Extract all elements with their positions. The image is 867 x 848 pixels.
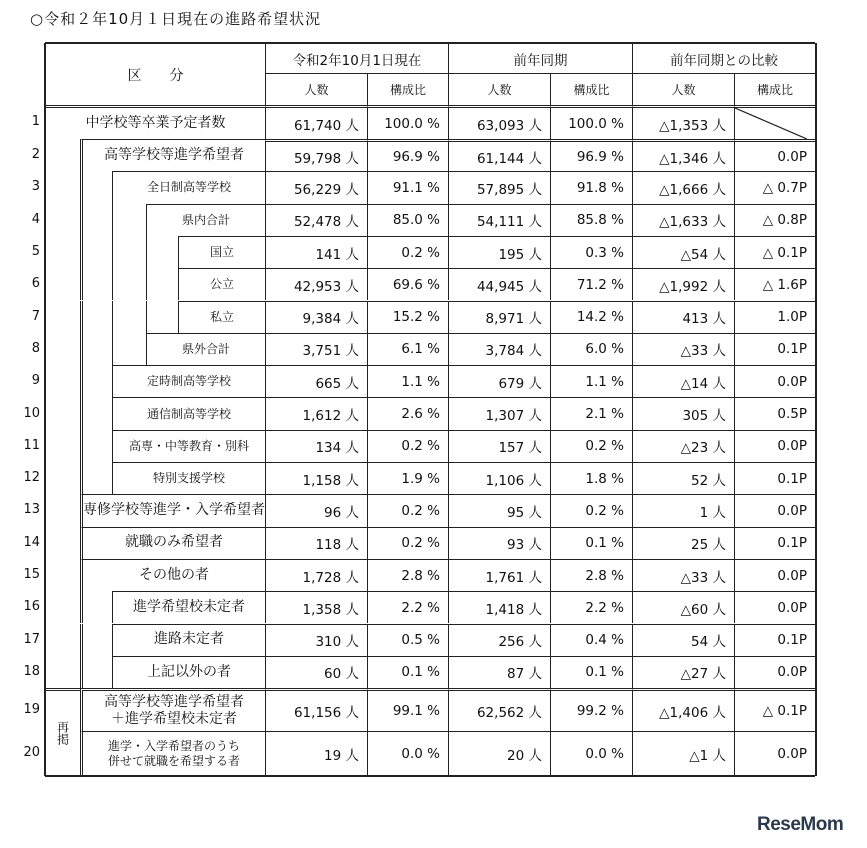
row-label: 進学・入学希望者のうち 併せて就職を希望する者 bbox=[80, 731, 265, 775]
ratio-cell: 1.9 % bbox=[367, 462, 448, 494]
row-label: その他の者 bbox=[80, 559, 265, 591]
diff-count-cell: 413 人 bbox=[632, 301, 734, 333]
count-cell: 52,478 人 bbox=[265, 204, 367, 236]
prev-ratio-cell: 14.2 % bbox=[550, 301, 632, 333]
header-count: 人数 bbox=[632, 73, 734, 105]
ratio-cell: 85.0 % bbox=[367, 204, 448, 236]
count-cell: 1,728 人 bbox=[265, 559, 367, 591]
ratio-cell: 96.9 % bbox=[367, 139, 448, 171]
row-number: 8 bbox=[31, 340, 40, 356]
row-label: 定時制高等学校 bbox=[112, 365, 265, 397]
diff-ratio-cell: △ 0.1P bbox=[734, 236, 815, 268]
prev-ratio-cell: 0.3 % bbox=[550, 236, 632, 268]
row-number: 10 bbox=[23, 405, 40, 421]
row-label: 進路未定者 bbox=[112, 624, 265, 656]
row-number: 1 bbox=[31, 114, 40, 129]
row-number: 13 bbox=[23, 502, 40, 518]
count-cell: 96 人 bbox=[265, 494, 367, 526]
row-number: 7 bbox=[31, 308, 40, 324]
table-bottom-border bbox=[45, 775, 815, 777]
diff-count-cell: △33 人 bbox=[632, 559, 734, 591]
hierarchy-line bbox=[80, 656, 83, 688]
ratio-cell: 100.0 % bbox=[367, 105, 448, 139]
count-cell: 1,158 人 bbox=[265, 462, 367, 494]
hierarchy-line bbox=[80, 171, 83, 203]
hierarchy-line bbox=[80, 397, 83, 429]
header-category: 区 分 bbox=[45, 43, 265, 105]
row-label: 高等学校等進学希望者 bbox=[80, 139, 265, 171]
ratio-cell: 0.2 % bbox=[367, 430, 448, 462]
diff-count-cell: 25 人 bbox=[632, 527, 734, 559]
count-cell: 61,740 人 bbox=[265, 105, 367, 139]
prev-count-cell: 63,093 人 bbox=[448, 105, 550, 139]
prev-count-cell: 1,761 人 bbox=[448, 559, 550, 591]
diff-count-cell: 1 人 bbox=[632, 494, 734, 526]
prev-ratio-cell: 100.0 % bbox=[550, 105, 632, 139]
diagonal-slash-cell bbox=[734, 105, 815, 139]
hierarchy-line bbox=[146, 301, 147, 333]
prev-count-cell: 1,307 人 bbox=[448, 397, 550, 429]
diff-count-cell: △27 人 bbox=[632, 656, 734, 688]
ratio-cell: 6.1 % bbox=[367, 333, 448, 365]
prev-ratio-cell: 0.1 % bbox=[550, 656, 632, 688]
row-label: 私立 bbox=[178, 301, 265, 333]
ratio-cell: 0.0 % bbox=[367, 731, 448, 775]
hierarchy-line bbox=[80, 365, 83, 397]
prev-ratio-cell: 96.9 % bbox=[550, 139, 632, 171]
ratio-cell: 0.2 % bbox=[367, 527, 448, 559]
row-number: 16 bbox=[23, 599, 40, 615]
count-cell: 3,751 人 bbox=[265, 333, 367, 365]
row-label: 県内合計 bbox=[146, 204, 265, 236]
header-current: 令和2年10月1日現在 bbox=[265, 43, 448, 73]
resemom-logo: ReseMom bbox=[757, 814, 844, 835]
row-number: 3 bbox=[31, 179, 40, 195]
hierarchy-line bbox=[80, 268, 83, 300]
diff-ratio-cell: 0.0P bbox=[734, 559, 815, 591]
ratio-cell: 2.8 % bbox=[367, 559, 448, 591]
count-cell: 9,384 人 bbox=[265, 301, 367, 333]
hierarchy-line bbox=[80, 624, 83, 656]
table-top-border bbox=[45, 42, 815, 44]
ratio-cell: 15.2 % bbox=[367, 301, 448, 333]
row-label: 公立 bbox=[178, 268, 265, 300]
prev-ratio-cell: 99.2 % bbox=[550, 688, 632, 731]
prev-ratio-cell: 0.0 % bbox=[550, 731, 632, 775]
count-cell: 61,156 人 bbox=[265, 688, 367, 731]
hierarchy-line bbox=[80, 333, 83, 365]
prev-count-cell: 95 人 bbox=[448, 494, 550, 526]
ratio-cell: 0.2 % bbox=[367, 494, 448, 526]
diff-ratio-cell: △ 1.6P bbox=[734, 268, 815, 300]
diff-count-cell: △1,633 人 bbox=[632, 204, 734, 236]
diff-ratio-cell: 0.1P bbox=[734, 624, 815, 656]
prev-count-cell: 54,111 人 bbox=[448, 204, 550, 236]
row-number: 14 bbox=[23, 534, 40, 550]
reprint-label: 再掲 bbox=[45, 688, 80, 775]
diff-ratio-cell: 0.0P bbox=[734, 365, 815, 397]
row-label: 上記以外の者 bbox=[112, 656, 265, 688]
prev-ratio-cell: 91.8 % bbox=[550, 171, 632, 203]
diff-count-cell: △33 人 bbox=[632, 333, 734, 365]
count-cell: 59,798 人 bbox=[265, 139, 367, 171]
diff-count-cell: △14 人 bbox=[632, 365, 734, 397]
diff-ratio-cell: 0.1P bbox=[734, 462, 815, 494]
prev-count-cell: 1,418 人 bbox=[448, 591, 550, 623]
header-count: 人数 bbox=[265, 73, 367, 105]
row-label: 進学希望校未定者 bbox=[112, 591, 265, 623]
ratio-cell: 1.1 % bbox=[367, 365, 448, 397]
prev-ratio-cell: 0.2 % bbox=[550, 494, 632, 526]
row-number: 2 bbox=[31, 147, 40, 163]
ratio-cell: 0.2 % bbox=[367, 236, 448, 268]
header-comparison: 前年同期との比較 bbox=[632, 43, 815, 73]
row-label: 高等学校等進学希望者 ＋進学希望校未定者 bbox=[80, 688, 265, 731]
hierarchy-line bbox=[146, 236, 147, 268]
diff-ratio-cell: 0.0P bbox=[734, 139, 815, 171]
prev-count-cell: 256 人 bbox=[448, 624, 550, 656]
diff-count-cell: △1,406 人 bbox=[632, 688, 734, 731]
hierarchy-line bbox=[112, 268, 113, 300]
table-right-border bbox=[815, 43, 817, 776]
count-cell: 118 人 bbox=[265, 527, 367, 559]
header-count: 人数 bbox=[448, 73, 550, 105]
prev-ratio-cell: 0.1 % bbox=[550, 527, 632, 559]
hierarchy-line bbox=[80, 462, 83, 494]
prev-count-cell: 3,784 人 bbox=[448, 333, 550, 365]
diff-count-cell: △54 人 bbox=[632, 236, 734, 268]
count-cell: 310 人 bbox=[265, 624, 367, 656]
diff-count-cell: △1,346 人 bbox=[632, 139, 734, 171]
prev-count-cell: 195 人 bbox=[448, 236, 550, 268]
ratio-cell: 91.1 % bbox=[367, 171, 448, 203]
hierarchy-line bbox=[80, 430, 83, 462]
hierarchy-line bbox=[112, 236, 113, 268]
prev-count-cell: 93 人 bbox=[448, 527, 550, 559]
row-number: 15 bbox=[23, 567, 40, 583]
diff-ratio-cell: 0.0P bbox=[734, 656, 815, 688]
diff-ratio-cell: 0.5P bbox=[734, 397, 815, 429]
prev-ratio-cell: 6.0 % bbox=[550, 333, 632, 365]
ratio-cell: 2.6 % bbox=[367, 397, 448, 429]
prev-ratio-cell: 2.2 % bbox=[550, 591, 632, 623]
diff-count-cell: △1,666 人 bbox=[632, 171, 734, 203]
count-cell: 19 人 bbox=[265, 731, 367, 775]
prev-count-cell: 44,945 人 bbox=[448, 268, 550, 300]
row-label: 県外合計 bbox=[146, 333, 265, 365]
ratio-cell: 99.1 % bbox=[367, 688, 448, 731]
row-number: 20 bbox=[23, 745, 40, 760]
diff-ratio-cell: △ 0.7P bbox=[734, 171, 815, 203]
row-number: 17 bbox=[23, 631, 40, 647]
count-cell: 1,358 人 bbox=[265, 591, 367, 623]
hierarchy-line bbox=[80, 204, 83, 236]
ratio-cell: 69.6 % bbox=[367, 268, 448, 300]
prev-count-cell: 20 人 bbox=[448, 731, 550, 775]
prev-ratio-cell: 1.1 % bbox=[550, 365, 632, 397]
prev-count-cell: 87 人 bbox=[448, 656, 550, 688]
diff-ratio-cell: 0.0P bbox=[734, 591, 815, 623]
hierarchy-line bbox=[146, 268, 147, 300]
row-number: 12 bbox=[23, 470, 40, 486]
hierarchy-line bbox=[112, 333, 113, 365]
header-ratio: 構成比 bbox=[734, 73, 815, 105]
count-cell: 134 人 bbox=[265, 430, 367, 462]
count-cell: 60 人 bbox=[265, 656, 367, 688]
row-label: 高専・中等教育・別科 bbox=[112, 430, 265, 462]
row-number: 6 bbox=[31, 276, 40, 292]
count-cell: 42,953 人 bbox=[265, 268, 367, 300]
diff-ratio-cell: 0.0P bbox=[734, 430, 815, 462]
row-number: 18 bbox=[23, 663, 40, 679]
row-number: 5 bbox=[31, 244, 40, 260]
page-title: ○令和２年10月１日現在の進路希望状況 bbox=[30, 10, 322, 28]
prev-count-cell: 57,895 人 bbox=[448, 171, 550, 203]
prev-ratio-cell: 2.1 % bbox=[550, 397, 632, 429]
hierarchy-line bbox=[80, 591, 83, 623]
diff-ratio-cell: 1.0P bbox=[734, 301, 815, 333]
prev-count-cell: 1,106 人 bbox=[448, 462, 550, 494]
prev-ratio-cell: 2.8 % bbox=[550, 559, 632, 591]
diff-ratio-cell: 0.1P bbox=[734, 527, 815, 559]
diff-count-cell: △1 人 bbox=[632, 731, 734, 775]
hierarchy-line bbox=[112, 204, 113, 236]
diagonal-line-icon bbox=[735, 108, 807, 139]
diff-count-cell: △1,353 人 bbox=[632, 105, 734, 139]
count-cell: 141 人 bbox=[265, 236, 367, 268]
prev-count-cell: 61,144 人 bbox=[448, 139, 550, 171]
prev-ratio-cell: 0.2 % bbox=[550, 430, 632, 462]
row-number: 11 bbox=[23, 437, 40, 453]
hierarchy-line bbox=[80, 301, 83, 333]
diff-count-cell: △23 人 bbox=[632, 430, 734, 462]
diff-count-cell: △60 人 bbox=[632, 591, 734, 623]
count-cell: 1,612 人 bbox=[265, 397, 367, 429]
diff-ratio-cell: 0.0P bbox=[734, 731, 815, 775]
count-cell: 56,229 人 bbox=[265, 171, 367, 203]
row-label: 専修学校等進学・入学希望者 bbox=[80, 494, 265, 526]
prev-ratio-cell: 0.4 % bbox=[550, 624, 632, 656]
diff-count-cell: 52 人 bbox=[632, 462, 734, 494]
row-label: 全日制高等学校 bbox=[112, 171, 265, 203]
prev-count-cell: 8,971 人 bbox=[448, 301, 550, 333]
ratio-cell: 0.5 % bbox=[367, 624, 448, 656]
hierarchy-line bbox=[80, 236, 83, 268]
prev-count-cell: 62,562 人 bbox=[448, 688, 550, 731]
row-number: 4 bbox=[31, 211, 40, 227]
diff-count-cell: 54 人 bbox=[632, 624, 734, 656]
count-cell: 665 人 bbox=[265, 365, 367, 397]
prev-count-cell: 679 人 bbox=[448, 365, 550, 397]
row-label: 国立 bbox=[178, 236, 265, 268]
header-ratio: 構成比 bbox=[367, 73, 448, 105]
row-label: 中学校等卒業予定者数 bbox=[45, 105, 265, 139]
prev-ratio-cell: 85.8 % bbox=[550, 204, 632, 236]
prev-ratio-cell: 71.2 % bbox=[550, 268, 632, 300]
header-ratio: 構成比 bbox=[550, 73, 632, 105]
ratio-cell: 2.2 % bbox=[367, 591, 448, 623]
row-number: 9 bbox=[31, 373, 40, 389]
row-label: 通信制高等学校 bbox=[112, 397, 265, 429]
diff-ratio-cell: 0.1P bbox=[734, 333, 815, 365]
prev-count-cell: 157 人 bbox=[448, 430, 550, 462]
diff-count-cell: 305 人 bbox=[632, 397, 734, 429]
ratio-cell: 0.1 % bbox=[367, 656, 448, 688]
table-outer-left-border bbox=[44, 43, 46, 776]
row-label: 特別支援学校 bbox=[112, 462, 265, 494]
diff-ratio-cell: △ 0.8P bbox=[734, 204, 815, 236]
diff-ratio-cell: △ 0.1P bbox=[734, 688, 815, 731]
hierarchy-line bbox=[112, 301, 113, 333]
prev-ratio-cell: 1.8 % bbox=[550, 462, 632, 494]
row-label: 就職のみ希望者 bbox=[80, 527, 265, 559]
header-previous: 前年同期 bbox=[448, 43, 632, 73]
diff-count-cell: △1,992 人 bbox=[632, 268, 734, 300]
diff-ratio-cell: 0.0P bbox=[734, 494, 815, 526]
row-number: 19 bbox=[23, 701, 40, 717]
